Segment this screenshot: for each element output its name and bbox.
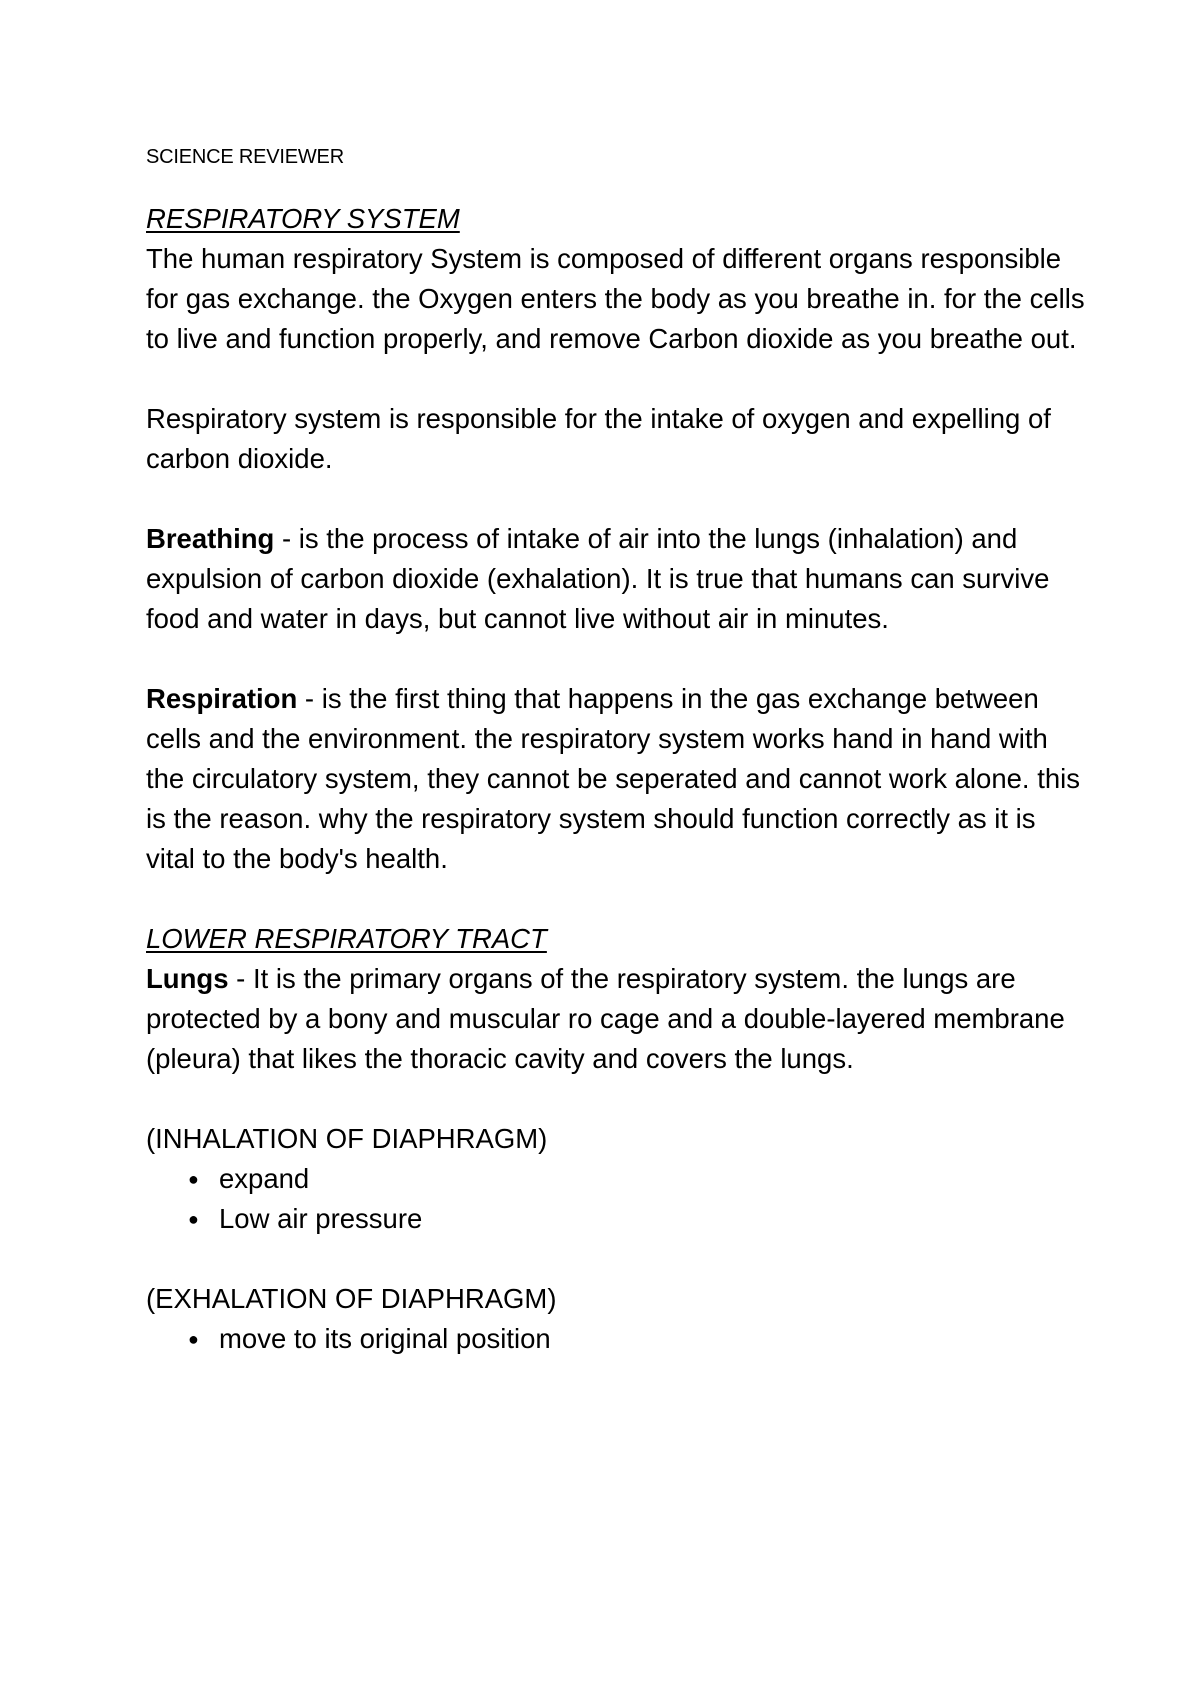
spacer [146, 879, 1086, 919]
respiration-paragraph [146, 679, 1086, 879]
spacer [146, 1079, 1086, 1119]
intro-paragraph: The human respiratory System is composed of different organs responsible for gas exchange. the Oxygen enters the body as you breathe in. for the cells to live and function properly, and remove Carbon dioxide as you breathe out. [146, 243, 1085, 354]
lungs-definition: - It is the primary organs of the respiratory system. the lungs are protected by a bony and muscular ro cage and a double-layered membrane (pleura) that likes the thoracic cavity and covers the lungs. [146, 963, 1065, 1074]
list-item [146, 1199, 1086, 1239]
list-item-text: Low air pressure [219, 1203, 423, 1234]
list-item [146, 1159, 1086, 1199]
breathing-term: Breathing [146, 523, 275, 554]
exhalation-list [146, 1319, 1086, 1359]
list-item-text: expand [219, 1163, 310, 1194]
inhalation-label: (INHALATION OF DIAPHRAGM) [146, 1123, 548, 1154]
spacer [146, 639, 1086, 679]
spacer [146, 1239, 1086, 1279]
section-heading-respiratory-system: RESPIRATORY SYSTEM [146, 203, 460, 234]
section-heading-lower-respiratory-tract: LOWER RESPIRATORY TRACT [146, 923, 547, 954]
breathing-paragraph [146, 519, 1086, 639]
document-title: SCIENCE REVIEWER [146, 146, 344, 168]
bullet-icon: ● [188, 1209, 199, 1229]
bullet-icon: ● [188, 1329, 199, 1349]
document-body [146, 140, 1086, 1359]
lungs-term: Lungs [146, 963, 229, 994]
respiration-definition: - is the first thing that happens in the gas exchange between cells and the environment. the respiratory system works hand in hand with the circulatory system, they cannot be seperated and cannot work alone. this is the reason. why the respiratory system should function correctly as it is vital to the body's health. [146, 683, 1080, 874]
breathing-definition: - is the process of intake of air into the lungs (inhalation) and expulsion of carbon dioxide (exhalation). It is true that humans can survive food and water in days, but cannot live without air in minutes. [146, 523, 1050, 634]
summary-paragraph: Respiratory system is responsible for the intake of oxygen and expelling of carbon dioxide. [146, 403, 1051, 474]
respiration-term: Respiration [146, 683, 298, 714]
list-item [146, 1319, 1086, 1359]
inhalation-list [146, 1159, 1086, 1239]
lungs-paragraph [146, 959, 1086, 1079]
spacer [146, 479, 1086, 519]
bullet-icon: ● [188, 1169, 199, 1189]
list-item-text: move to its original position [219, 1323, 551, 1354]
spacer [146, 359, 1086, 399]
exhalation-label: (EXHALATION OF DIAPHRAGM) [146, 1283, 557, 1314]
